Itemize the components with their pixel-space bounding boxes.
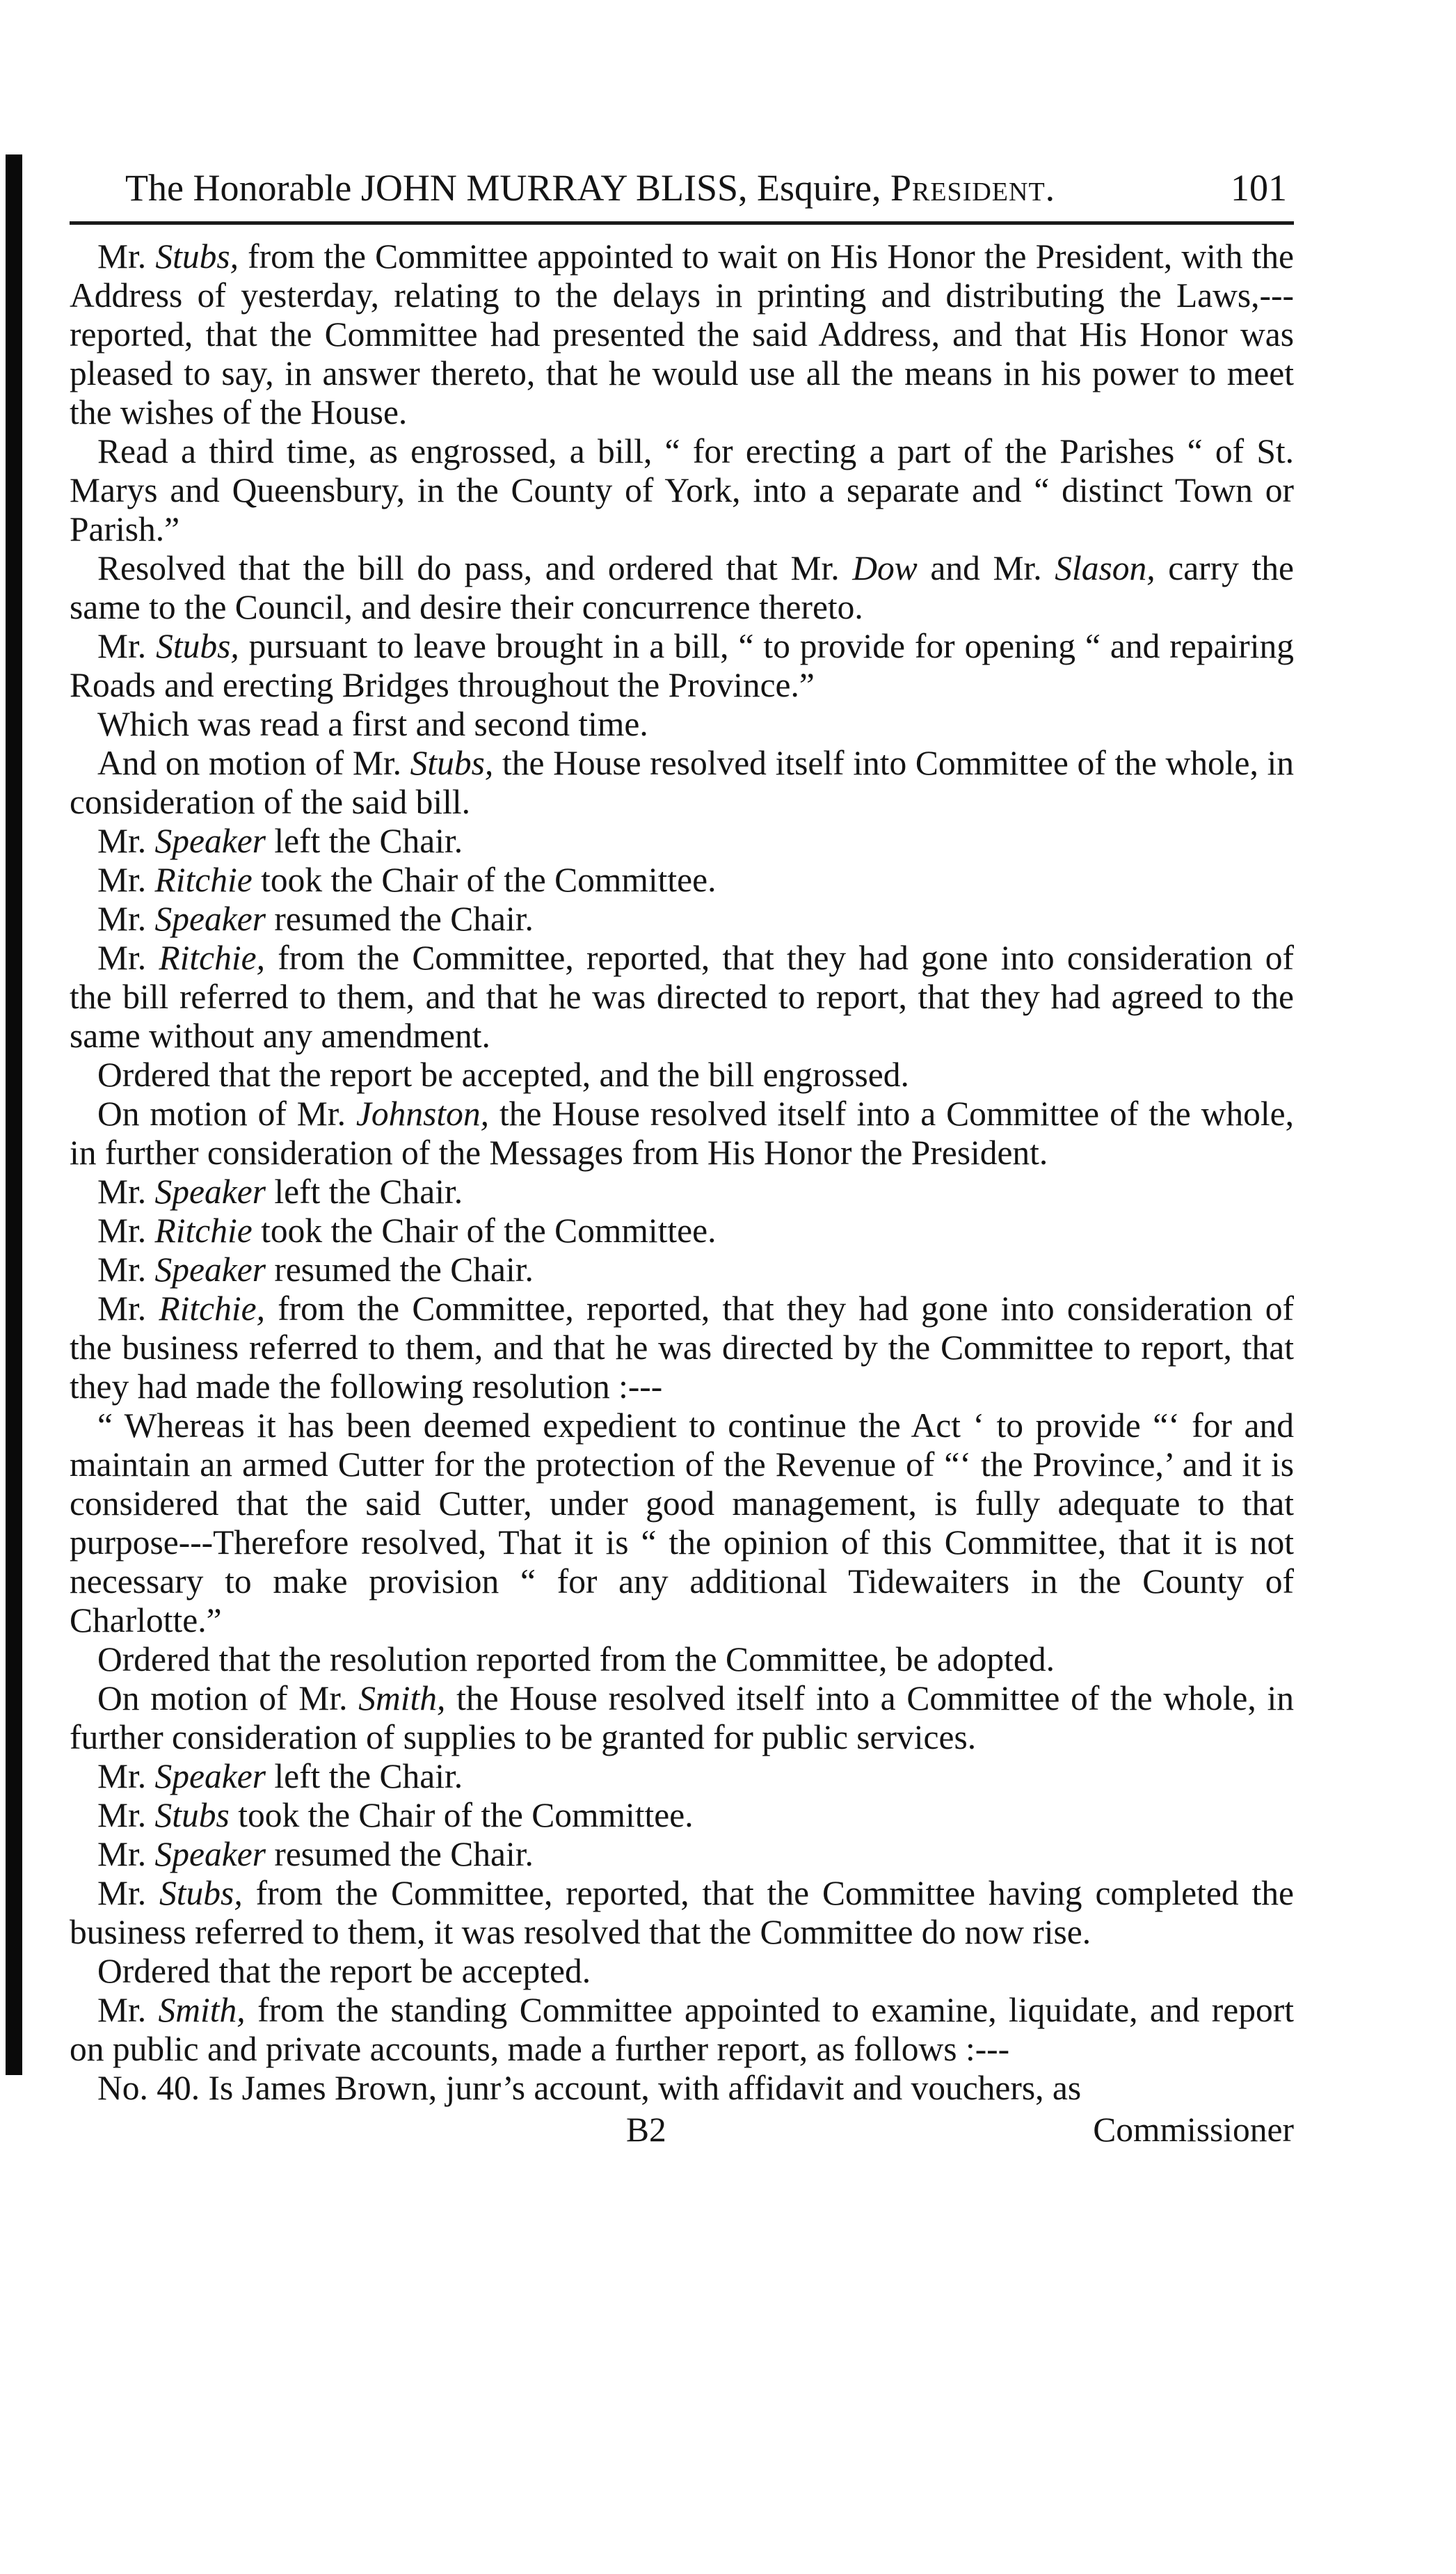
italic-name: Smith, <box>358 1679 446 1717</box>
paragraph <box>70 2069 1294 2108</box>
paragraph <box>70 1757 1294 1796</box>
text-run: Mr. <box>97 1874 160 1912</box>
italic-name: Stubs, <box>410 744 494 782</box>
signature-mark: B2 <box>626 2111 666 2149</box>
text-run: took the Chair of the Committee. <box>252 1211 717 1250</box>
text-run: Mr. <box>97 1289 159 1328</box>
paragraph <box>70 1991 1294 2069</box>
paragraph <box>70 1640 1294 1679</box>
italic-name: Ritchie <box>154 861 253 899</box>
paragraph <box>70 1095 1294 1173</box>
paragraph <box>70 432 1294 549</box>
text-run: took the Chair of the Committee. <box>252 861 717 899</box>
text-run: Mr. <box>97 1173 155 1211</box>
text-run: And on motion of Mr. <box>97 744 410 782</box>
italic-name: Stubs, <box>155 237 239 276</box>
scan-edge-shadow <box>6 154 22 2075</box>
italic-name: Speaker <box>154 822 266 860</box>
italic-name: Speaker <box>154 1250 266 1289</box>
text-run: carry the same to the Council, and desire their concurrence thereto. <box>70 549 1294 626</box>
text-run: On motion of Mr. <box>97 1679 359 1717</box>
text-run: Which was read a first and second time. <box>97 705 648 743</box>
text-run: left the Chair. <box>265 1173 463 1211</box>
text-run: Mr. <box>97 900 155 938</box>
paragraph <box>70 822 1294 861</box>
italic-name: Speaker <box>154 900 266 938</box>
paragraph <box>70 549 1294 627</box>
text-run: left the Chair. <box>265 822 463 860</box>
text-run: “ Whereas it has been deemed expedient to continue the Act ‘ to provide “‘ for and maintain an armed Cutter for the protection of the Revenue of “‘ the Province,’ and it is considered that the said Cutter, under good management, is fully adequate to that purpose---Therefore resolved, That it is “ the opinion of this Committee, that it is not necessary to make provision “ for any additional Tidewaiters in the County of Charlotte.” <box>70 1406 1294 1639</box>
paragraph <box>70 1835 1294 1874</box>
paragraph <box>70 1211 1294 1250</box>
text-run: Mr. <box>97 1991 159 2029</box>
header-title <box>125 167 1055 209</box>
text-run: from the standing Committee appointed to examine, liquidate, and report on public and private accounts, made a further report, as follows :--- <box>70 1991 1294 2068</box>
document-page <box>70 167 1294 2150</box>
paragraph <box>70 627 1294 705</box>
paragraph <box>70 744 1294 822</box>
paragraph <box>70 1679 1294 1757</box>
italic-name: Slason, <box>1055 549 1155 587</box>
text-run: from the Committee appointed to wait on His Honor the President, with the Address of yesterday, relating to the delays in printing and distributing the Laws,---reported, that the Committee had presented the said Address, and that His Honor was pleased to say, in answer thereto, that he would use all the means in his power to meet the wishes of the House. <box>70 237 1294 431</box>
text-run: pursuant to leave brought in a bill, “ to provide for opening “ and repairing Roads and erecting Bridges throughout the Province.” <box>70 627 1294 704</box>
text-run: and Mr. <box>917 549 1055 587</box>
text-run: Mr. <box>97 1757 155 1795</box>
text-run: took the Chair of the Committee. <box>229 1796 694 1834</box>
text-run: the House resolved itself into a Committee of the whole, in further consideration of the Messages from His Honor the President. <box>70 1095 1294 1172</box>
header-rule <box>70 221 1294 225</box>
paragraph <box>70 1952 1294 1991</box>
text-run: Mr. <box>97 1211 155 1250</box>
paragraph <box>70 1406 1294 1640</box>
italic-name: Speaker <box>154 1757 266 1795</box>
header-office: President. <box>890 167 1056 209</box>
running-header <box>70 167 1294 209</box>
text-run: Mr. <box>97 237 156 276</box>
paragraph <box>70 1289 1294 1406</box>
text-run: Resolved that the bill do pass, and ordered that Mr. <box>97 549 853 587</box>
paragraph <box>70 1173 1294 1211</box>
text-run: On motion of Mr. <box>97 1095 356 1133</box>
catchword: Commissioner <box>1093 2111 1294 2149</box>
text-run: Ordered that the report be accepted. <box>97 1952 591 1990</box>
paragraph <box>70 237 1294 432</box>
text-run: Mr. <box>97 822 155 860</box>
page-footer <box>70 2111 1294 2150</box>
paragraph <box>70 1056 1294 1095</box>
text-run: left the Chair. <box>265 1757 463 1795</box>
italic-name: Stubs, <box>159 1874 243 1912</box>
text-run: resumed the Chair. <box>265 1835 534 1873</box>
page-number: 101 <box>1231 167 1287 209</box>
text-run: Mr. <box>97 627 157 665</box>
text-run: from the Committee, reported, that the Committee having completed the business referred to them, it was resolved that the Committee do now rise. <box>70 1874 1294 1951</box>
italic-name: Johnston, <box>355 1095 490 1133</box>
paragraph <box>70 1796 1294 1835</box>
text-run: resumed the Chair. <box>265 900 534 938</box>
paragraph <box>70 705 1294 744</box>
italic-name: Stubs <box>154 1796 230 1834</box>
italic-name: Stubs, <box>156 627 239 665</box>
text-run: Mr. <box>97 1796 155 1834</box>
text-run: the House resolved itself into a Committee of the whole, in further consideration of supplies to be granted for public services. <box>70 1679 1294 1756</box>
text-run: No. 40. Is James Brown, junr’s account, with affidavit and vouchers, as <box>97 2069 1082 2107</box>
italic-name: Speaker <box>154 1835 266 1873</box>
italic-name: Ritchie, <box>159 939 265 977</box>
paragraph <box>70 861 1294 900</box>
text-run: Ordered that the resolution reported from the Committee, be adopted. <box>97 1640 1055 1678</box>
text-run: resumed the Chair. <box>265 1250 534 1289</box>
text-run: Mr. <box>97 1835 155 1873</box>
text-run: Mr. <box>97 939 159 977</box>
text-run: Ordered that the report be accepted, and the bill engrossed. <box>97 1056 909 1094</box>
italic-name: Ritchie <box>154 1211 253 1250</box>
paragraph <box>70 1250 1294 1289</box>
italic-name: Ritchie, <box>159 1289 265 1328</box>
text-run: from the Committee, reported, that they had gone into consideration of the bill referred to them, and that he was directed to report, that they had agreed to the same without any amendment. <box>70 939 1294 1055</box>
paragraph <box>70 939 1294 1056</box>
paragraph <box>70 900 1294 939</box>
text-run: Read a third time, as engrossed, a bill, “ for erecting a part of the Parishes “ of St. Marys and Queensbury, in the County of York, into a separate and “ distinct Town or Parish.” <box>70 432 1294 548</box>
text-run: Mr. <box>97 861 155 899</box>
italic-name: Speaker <box>154 1173 266 1211</box>
text-run: Mr. <box>97 1250 155 1289</box>
italic-name: Dow <box>852 549 918 587</box>
text-run: the House resolved itself into Committee of the whole, in consideration of the said bill. <box>70 744 1294 821</box>
body-text <box>70 237 1294 2108</box>
italic-name: Smith, <box>158 1991 246 2029</box>
text-run: from the Committee, reported, that they had gone into consideration of the business referred to them, and that he was directed by the Committee to report, that they had made the following resolution :--- <box>70 1289 1294 1406</box>
header-title-text: The Honorable JOHN MURRAY BLISS, Esquire, <box>125 167 881 209</box>
paragraph <box>70 1874 1294 1952</box>
